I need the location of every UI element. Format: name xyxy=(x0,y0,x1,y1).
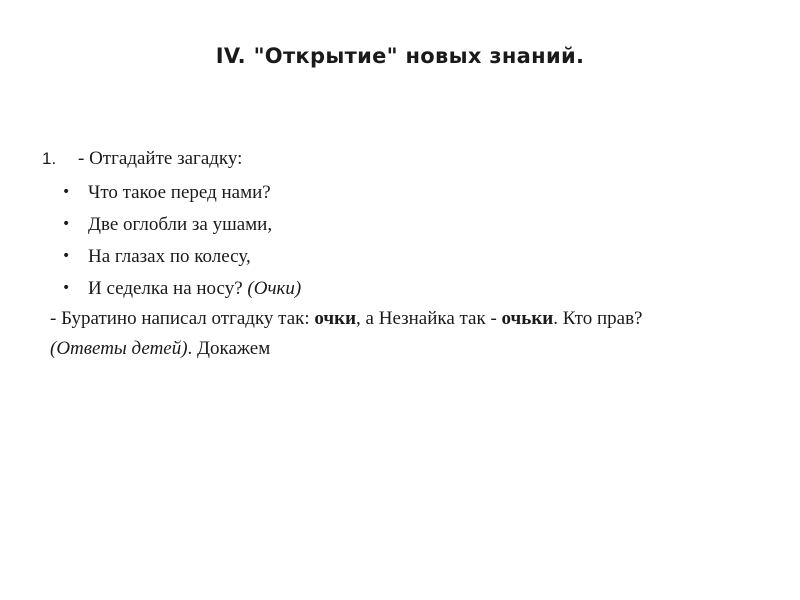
paragraph-text: . Кто прав? xyxy=(553,308,643,329)
paragraph-text: , а Незнайка так - xyxy=(356,308,502,329)
item-number: 1. xyxy=(42,149,57,168)
paragraph-text: . Докажем xyxy=(187,338,271,359)
riddle-line: И седелка на носу? xyxy=(88,278,243,299)
children-answers-note: (Ответы детей) xyxy=(50,338,188,359)
discussion-paragraph xyxy=(42,306,772,361)
list-item xyxy=(42,276,772,301)
numbered-item xyxy=(42,146,772,171)
riddle-line: Что такое перед нами? xyxy=(88,182,271,203)
riddle-line: На глазах по колесу, xyxy=(88,246,251,267)
spelling-variant-1: очки xyxy=(314,308,357,329)
paragraph-line-2 xyxy=(50,336,772,361)
list-item xyxy=(42,180,772,205)
paragraph-text: - Буратино написал отгадку так: xyxy=(50,308,315,329)
slide-content xyxy=(42,146,772,361)
slide-title: IV. "Открытие" новых знаний. xyxy=(215,44,585,68)
bullet-icon: • xyxy=(62,248,71,264)
bullet-icon: • xyxy=(62,216,71,232)
spelling-variant-2: очьки xyxy=(501,308,554,329)
riddle-line: Две оглобли за ушами, xyxy=(88,214,273,235)
list-item xyxy=(42,212,772,237)
riddle-list xyxy=(42,180,772,301)
item-text: - Отгадайте загадку: xyxy=(78,148,243,169)
bullet-icon: • xyxy=(62,184,71,200)
riddle-answer: (Очки) xyxy=(247,278,302,299)
list-item xyxy=(42,244,772,269)
bullet-icon: • xyxy=(62,280,71,296)
